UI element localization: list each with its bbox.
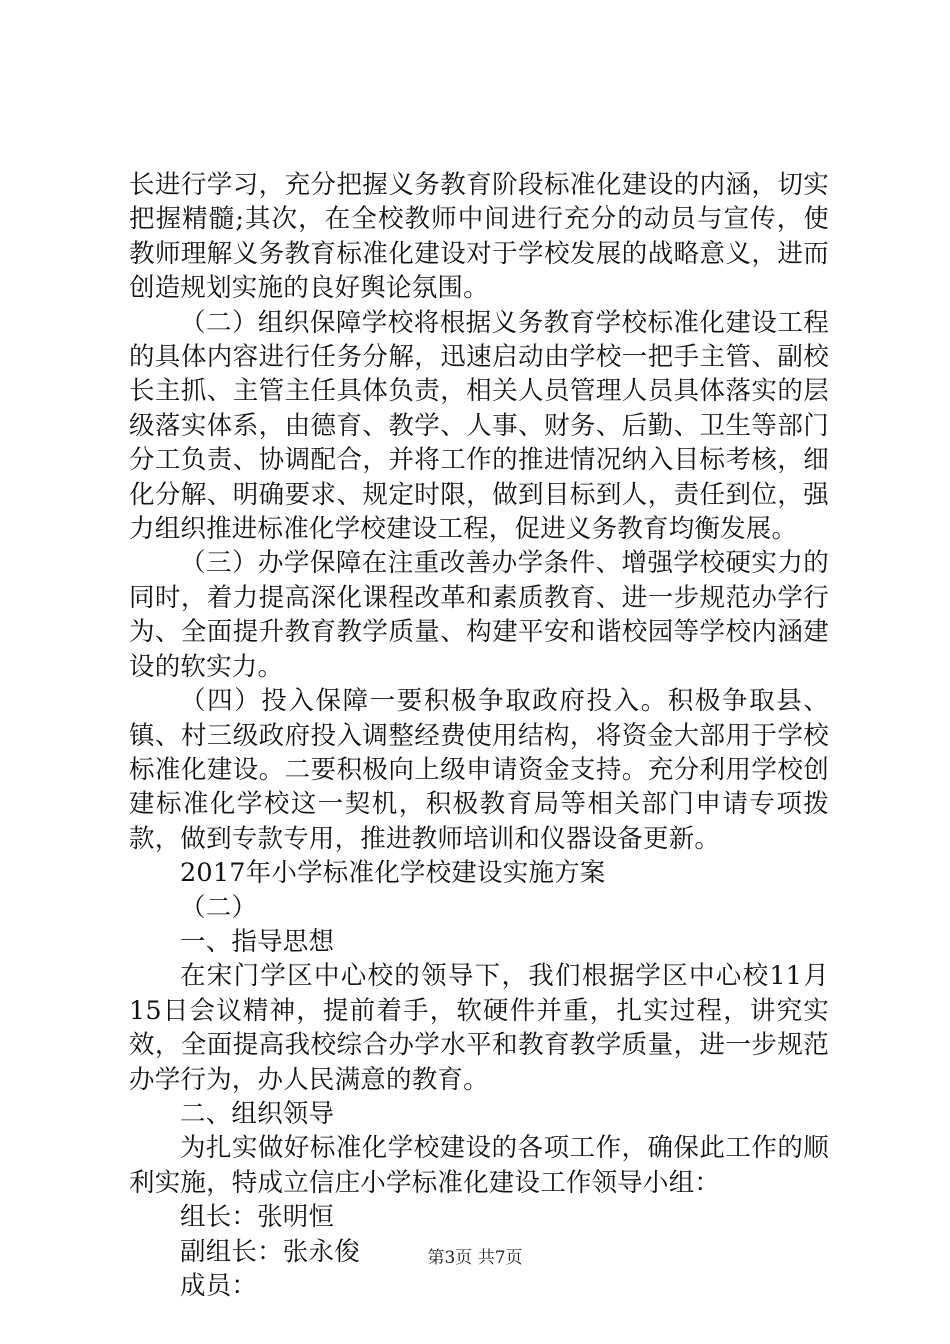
paragraph-school-running-guarantee: （三）办学保障在注重改善办学条件、增强学校硬实力的同时，着力提高深化课程改革和素质教育、进一步规范办学行为、全面提升教育教学质量、构建平安和谐校园等学校内涵建设的软实力。 <box>129 548 829 682</box>
deputy-group-leader: 副组长：张永俊 <box>180 1236 360 1267</box>
document-body <box>129 168 829 1303</box>
heading-organization-leadership: 二、组织领导 <box>180 1098 335 1129</box>
page-number-footer: 第3页 共7页 <box>427 1248 523 1268</box>
paragraph-organization-guarantee: （二）组织保障学校将根据义务教育学校标准化建设工程的具体内容进行任务分解，迅速启动由学校一把手主管、副校长主抓、主管主任具体负责，相关人员管理人员具体落实的层级落实体系，由德育、教学、人事、财务、后勤、卫生等部门分工负责、协调配合，并将工作的推进情况纳入目标考核，细化分解、明确要求、规定时限，做到目标到人，责任到位，强力组织推进标准化学校建设工程，促进义务教育均衡发展。 <box>129 307 829 545</box>
paragraph-investment-guarantee: （四）投入保障一要积极争取政府投入。积极争取县、镇、村三级政府投入调整经费使用结构，将资金大部用于学校标准化建设。二要积极向上级申请资金支持。充分利用学校创建标准化学校这一契机，积极教育局等相关部门申请专项拨款，做到专款专用，推进教师培训和仪器设备更新。 <box>129 686 829 854</box>
group-leader: 组长：张明恒 <box>180 1202 335 1233</box>
paragraph-guiding-ideology: 在宋门学区中心校的领导下，我们根据学区中心校11月15日会议精神，提前着手，软硬件并重，扎实过程，讲究实效，全面提高我校综合办学水平和教育教学质量，进一步规范办学行为，办人民满意的教育。 <box>129 961 829 1095</box>
section-title: 2017年小学标准化学校建设实施方案 <box>180 858 606 889</box>
paragraph-continuation: 长进行学习，充分把握义务教育阶段标准化建设的内涵，切实把握精髓;其次，在全校教师中间进行充分的动员与宣传，使教师理解义务教育标准化建设对于学校发展的战略意义，进而创造规划实施的良好舆论氛围。 <box>129 170 829 304</box>
group-members: 成员： <box>180 1271 258 1301</box>
heading-guiding-ideology: 一、指导思想 <box>180 926 335 957</box>
paragraph-leadership-group: 为扎实做好标准化学校建设的各项工作，确保此工作的顺利实施，特成立信庄小学标准化建设工作领导小组： <box>129 1133 829 1198</box>
section-subtitle: （二） <box>180 892 258 923</box>
